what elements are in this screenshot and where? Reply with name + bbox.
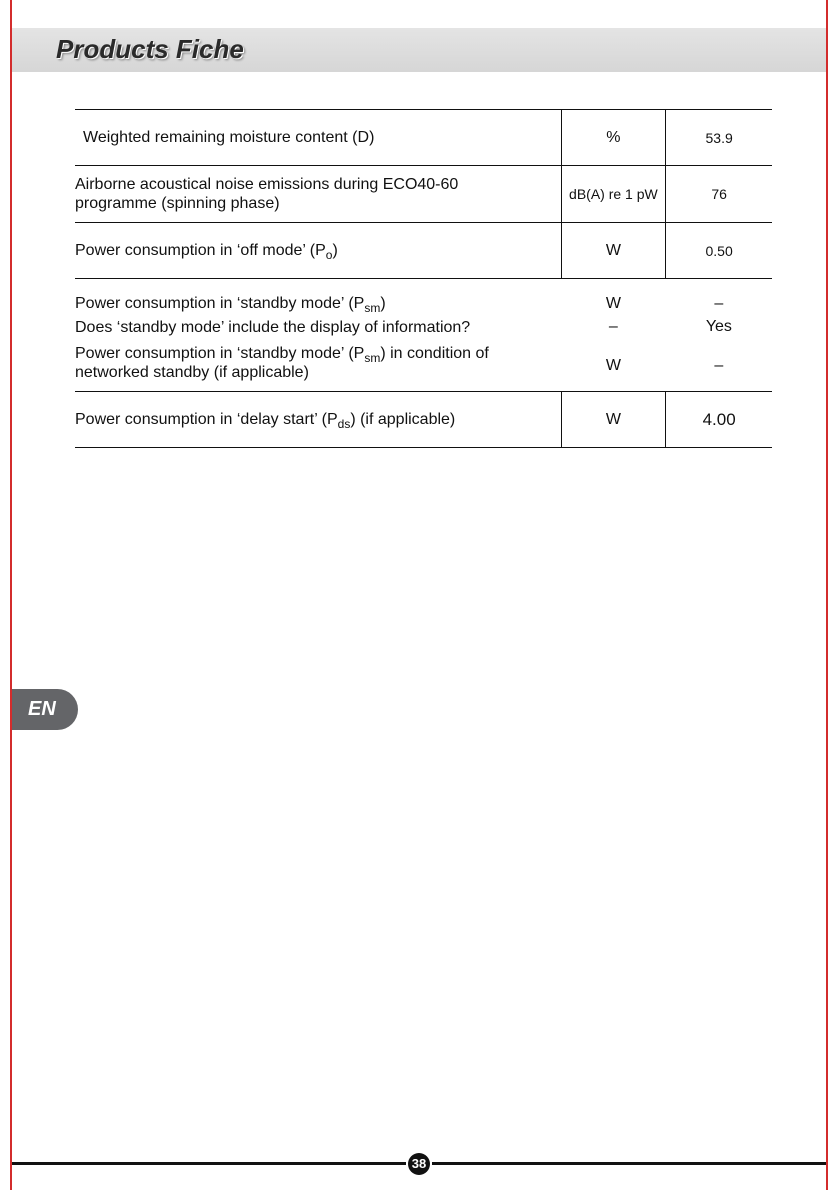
row-value: 0.50: [666, 223, 772, 279]
row-description: Power consumption in ‘standby mode’ $(P_{sm})$ in condition of networked standby (if applicable): [75, 344, 489, 381]
row-value: –: [666, 279, 772, 313]
row-description: Does ‘standby mode’ include the display of information?: [75, 318, 471, 336]
table-row: [75, 392, 772, 448]
table-row: [75, 110, 772, 166]
row-unit: –: [608, 318, 618, 335]
row-unit: W: [561, 279, 666, 313]
table-row: [75, 313, 772, 342]
row-value: –: [714, 357, 724, 375]
table-row: [75, 223, 772, 279]
row-unit: %: [561, 110, 666, 166]
row-description: Power consumption in ‘off mode’ $(P_o)$: [75, 223, 561, 279]
footer-rule-right: [432, 1162, 826, 1165]
table-row: [75, 342, 772, 392]
row-value: Yes: [705, 318, 732, 335]
table-row: [75, 166, 772, 223]
row-unit: dB(A) re 1 pW: [561, 166, 666, 223]
row-value: 76: [666, 166, 772, 223]
row-description: Power consumption in ‘delay start’ $(P_{ds})$ (if applicable): [75, 392, 561, 448]
footer-rule-left: [12, 1162, 406, 1165]
title-bar: [12, 28, 826, 72]
page-number: 38: [408, 1153, 430, 1175]
language-tab: [12, 689, 78, 730]
page-title: Products Fiche: [56, 34, 244, 64]
row-description: Weighted remaining moisture content (D): [75, 110, 561, 166]
language-tab-label: EN: [28, 698, 56, 720]
table-row: [75, 279, 772, 313]
row-unit: W: [561, 392, 666, 448]
product-fiche-table: [75, 109, 772, 448]
row-value: 4.00: [666, 392, 772, 448]
row-unit: W: [605, 357, 621, 375]
row-unit: W: [561, 223, 666, 279]
row-description: Power consumption in ‘standby mode’ $(P_{sm})$: [75, 279, 561, 313]
row-value: 53.9: [666, 110, 772, 166]
row-description: Airborne acoustical noise emissions during ECO40-60 programme (spinning phase): [75, 166, 561, 223]
